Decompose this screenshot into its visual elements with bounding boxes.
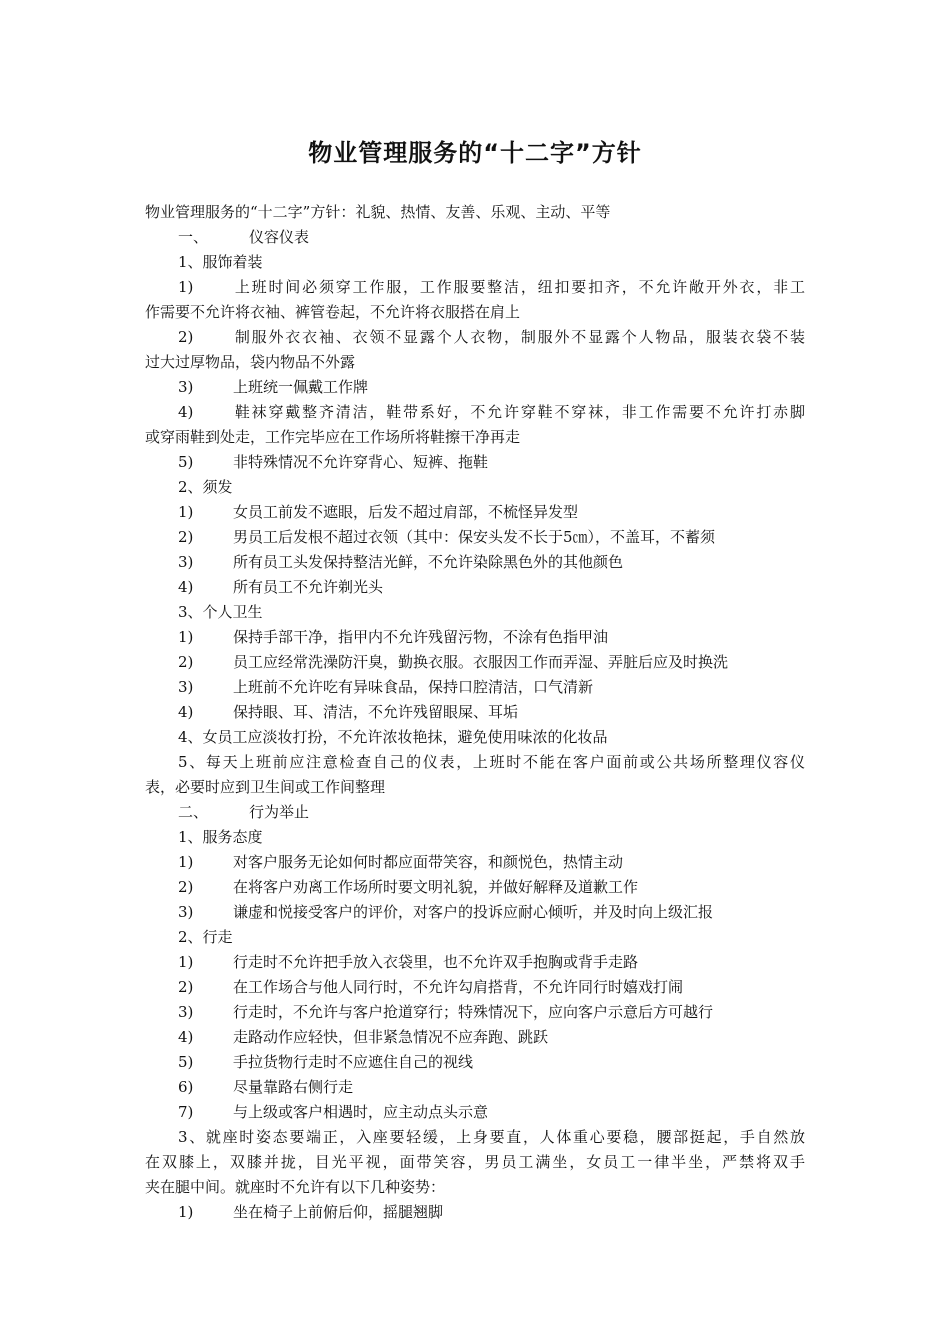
- list-item: [145, 1050, 805, 1075]
- item-number: 5): [178, 1053, 194, 1071]
- list-item: [145, 450, 805, 475]
- list-item: [145, 675, 805, 700]
- item-text: 在工作场合与他人同行时，不允许勾肩搭背，不允许同行时嬉戏打闹: [233, 978, 684, 996]
- paragraph: 3、就座时姿态要端正，入座要轻缓，上身要直，人体重心要稳，腰部挺起，手自然放: [178, 1128, 805, 1146]
- section-heading-2: [145, 800, 805, 825]
- list-item: [145, 375, 805, 400]
- intro-line: 物业管理服务的“十二字”方针：礼貌、热情、友善、乐观、主动、平等: [145, 203, 611, 221]
- item-text: 上班前不允许吃有异味食品，保持口腔清洁，口气清新: [233, 678, 594, 696]
- paragraph: 4、女员工应淡妆打扮，不允许浓妆艳抹，避免使用味浓的化妆品: [178, 728, 608, 746]
- item-text: 非特殊情况不允许穿背心、短裤、拖鞋: [233, 453, 489, 471]
- list-item: [145, 950, 805, 975]
- list-item: [145, 1200, 805, 1225]
- item-text: 对客户服务无论如何时都应面带笑容，和颜悦色，热情主动: [233, 853, 624, 871]
- paragraph-continuation: 在双膝上，双膝并拢，目光平视，面带笑容，男员工满坐，女员工一律半坐，严禁将双手: [145, 1153, 805, 1171]
- list-item: [145, 625, 805, 650]
- item-continuation: 或穿雨鞋到处走，工作完毕应在工作场所将鞋擦干净再走: [145, 428, 521, 446]
- item-number: 2): [178, 653, 194, 671]
- item-number: 1): [178, 503, 194, 521]
- list-item: [145, 875, 805, 900]
- item-number: 2): [178, 528, 194, 546]
- item-text: 保持眼、耳、清洁，不允许残留眼屎、耳垢: [233, 703, 519, 721]
- item-text: 坐在椅子上前俯后仰，摇腿翘脚: [233, 1203, 444, 1221]
- item-text: 行走时不允许把手放入衣袋里，也不允许双手抱胸或背手走路: [233, 953, 639, 971]
- item-number: 5): [178, 453, 194, 471]
- subheading: 3、个人卫生: [178, 603, 263, 621]
- subheading: 1、服饰着装: [178, 253, 263, 271]
- list-item: [145, 900, 805, 925]
- document-title: 物业管理服务的“十二字”方针: [308, 139, 642, 167]
- item-text: 保持手部干净，指甲内不允许残留污物，不涂有色指甲油: [233, 628, 609, 646]
- item-number: 4): [178, 1028, 194, 1046]
- item-number: 4): [178, 403, 194, 421]
- item-number: 6): [178, 1078, 194, 1096]
- item-number: 3): [178, 903, 194, 921]
- item-text: 上班时间必须穿工作服，工作服要整洁，纽扣要扣齐，不允许敞开外衣，非工: [233, 278, 805, 296]
- item-number: 3): [178, 1003, 194, 1021]
- paragraph-continuation: 表，必要时应到卫生间或工作间整理: [145, 778, 386, 796]
- list-item: [145, 325, 805, 350]
- section-heading-1: [145, 225, 805, 250]
- list-item: [145, 1100, 805, 1125]
- item-number: 2): [178, 328, 194, 346]
- item-number: 3): [178, 378, 194, 396]
- list-item: [145, 400, 805, 425]
- item-text: 走路动作应轻快，但非紧急情况不应奔跑、跳跃: [233, 1028, 549, 1046]
- list-item: [145, 650, 805, 675]
- list-item: [145, 500, 805, 525]
- item-number: 2): [178, 878, 194, 896]
- item-text: 男员工后发根不超过衣领（其中：保安头发不长于5㎝），不盖耳，不蓄须: [233, 528, 716, 546]
- list-item: [145, 1075, 805, 1100]
- item-text: 在将客户劝离工作场所时要文明礼貌，并做好解释及道歉工作: [233, 878, 639, 896]
- list-item: [145, 1000, 805, 1025]
- item-number: 1): [178, 628, 194, 646]
- item-text: 行走时，不允许与客户抢道穿行；特殊情况下，应向客户示意后方可越行: [233, 1003, 714, 1021]
- subheading: 1、服务态度: [178, 828, 263, 846]
- item-text: 制服外衣衣袖、衣领不显露个人衣物，制服外不显露个人物品，服装衣袋不装: [233, 328, 805, 346]
- document-body: [145, 200, 805, 1225]
- item-text: 与上级或客户相遇时，应主动点头示意: [233, 1103, 489, 1121]
- paragraph: 5、每天上班前应注意检查自己的仪表，上班时不能在客户面前或公共场所整理仪容仪: [178, 753, 805, 771]
- section-number: 一、: [178, 228, 209, 246]
- subheading: 2、行走: [178, 928, 233, 946]
- item-text: 上班统一佩戴工作牌: [233, 378, 369, 396]
- list-item: [145, 1025, 805, 1050]
- subheading: 2、须发: [178, 478, 233, 496]
- paragraph-continuation: 夹在腿中间。就座时不允许有以下几种姿势：: [145, 1178, 446, 1196]
- item-text: 谦虚和悦接受客户的评价，对客户的投诉应耐心倾听，并及时向上级汇报: [233, 903, 714, 921]
- item-text: 所有员工不允许剃光头: [233, 578, 384, 596]
- list-item: [145, 850, 805, 875]
- item-number: 3): [178, 678, 194, 696]
- item-text: 员工应经常洗澡防汗臭，勤换衣服。衣服因工作而弄湿、弄脏后应及时换洗: [233, 653, 729, 671]
- item-number: 2): [178, 978, 194, 996]
- list-item: [145, 575, 805, 600]
- item-text: 鞋袜穿戴整齐清洁，鞋带系好，不允许穿鞋不穿袜，非工作需要不允许打赤脚: [233, 403, 805, 421]
- item-text: 尽量靠路右侧行走: [233, 1078, 354, 1096]
- item-text: 手拉货物行走时不应遮住自己的视线: [233, 1053, 474, 1071]
- item-number: 4): [178, 578, 194, 596]
- list-item: [145, 550, 805, 575]
- item-text: 所有员工头发保持整洁光鲜，不允许染除黑色外的其他颜色: [233, 553, 624, 571]
- item-text: 女员工前发不遮眼，后发不超过肩部，不梳怪异发型: [233, 503, 579, 521]
- section-number: 二、: [178, 803, 209, 821]
- list-item: [145, 700, 805, 725]
- item-number: 3): [178, 553, 194, 571]
- item-number: 7): [178, 1103, 194, 1121]
- item-number: 1): [178, 1203, 194, 1221]
- item-number: 4): [178, 703, 194, 721]
- list-item: [145, 975, 805, 1000]
- item-number: 1): [178, 853, 194, 871]
- item-number: 1): [178, 278, 194, 296]
- list-item: [145, 525, 805, 550]
- section-title: 仪容仪表: [249, 228, 310, 246]
- item-number: 1): [178, 953, 194, 971]
- item-continuation: 过大过厚物品，袋内物品不外露: [145, 353, 356, 371]
- list-item: [145, 275, 805, 300]
- item-continuation: 作需要不允许将衣袖、裤管卷起，不允许将衣服搭在肩上: [145, 303, 521, 321]
- section-title: 行为举止: [249, 803, 310, 821]
